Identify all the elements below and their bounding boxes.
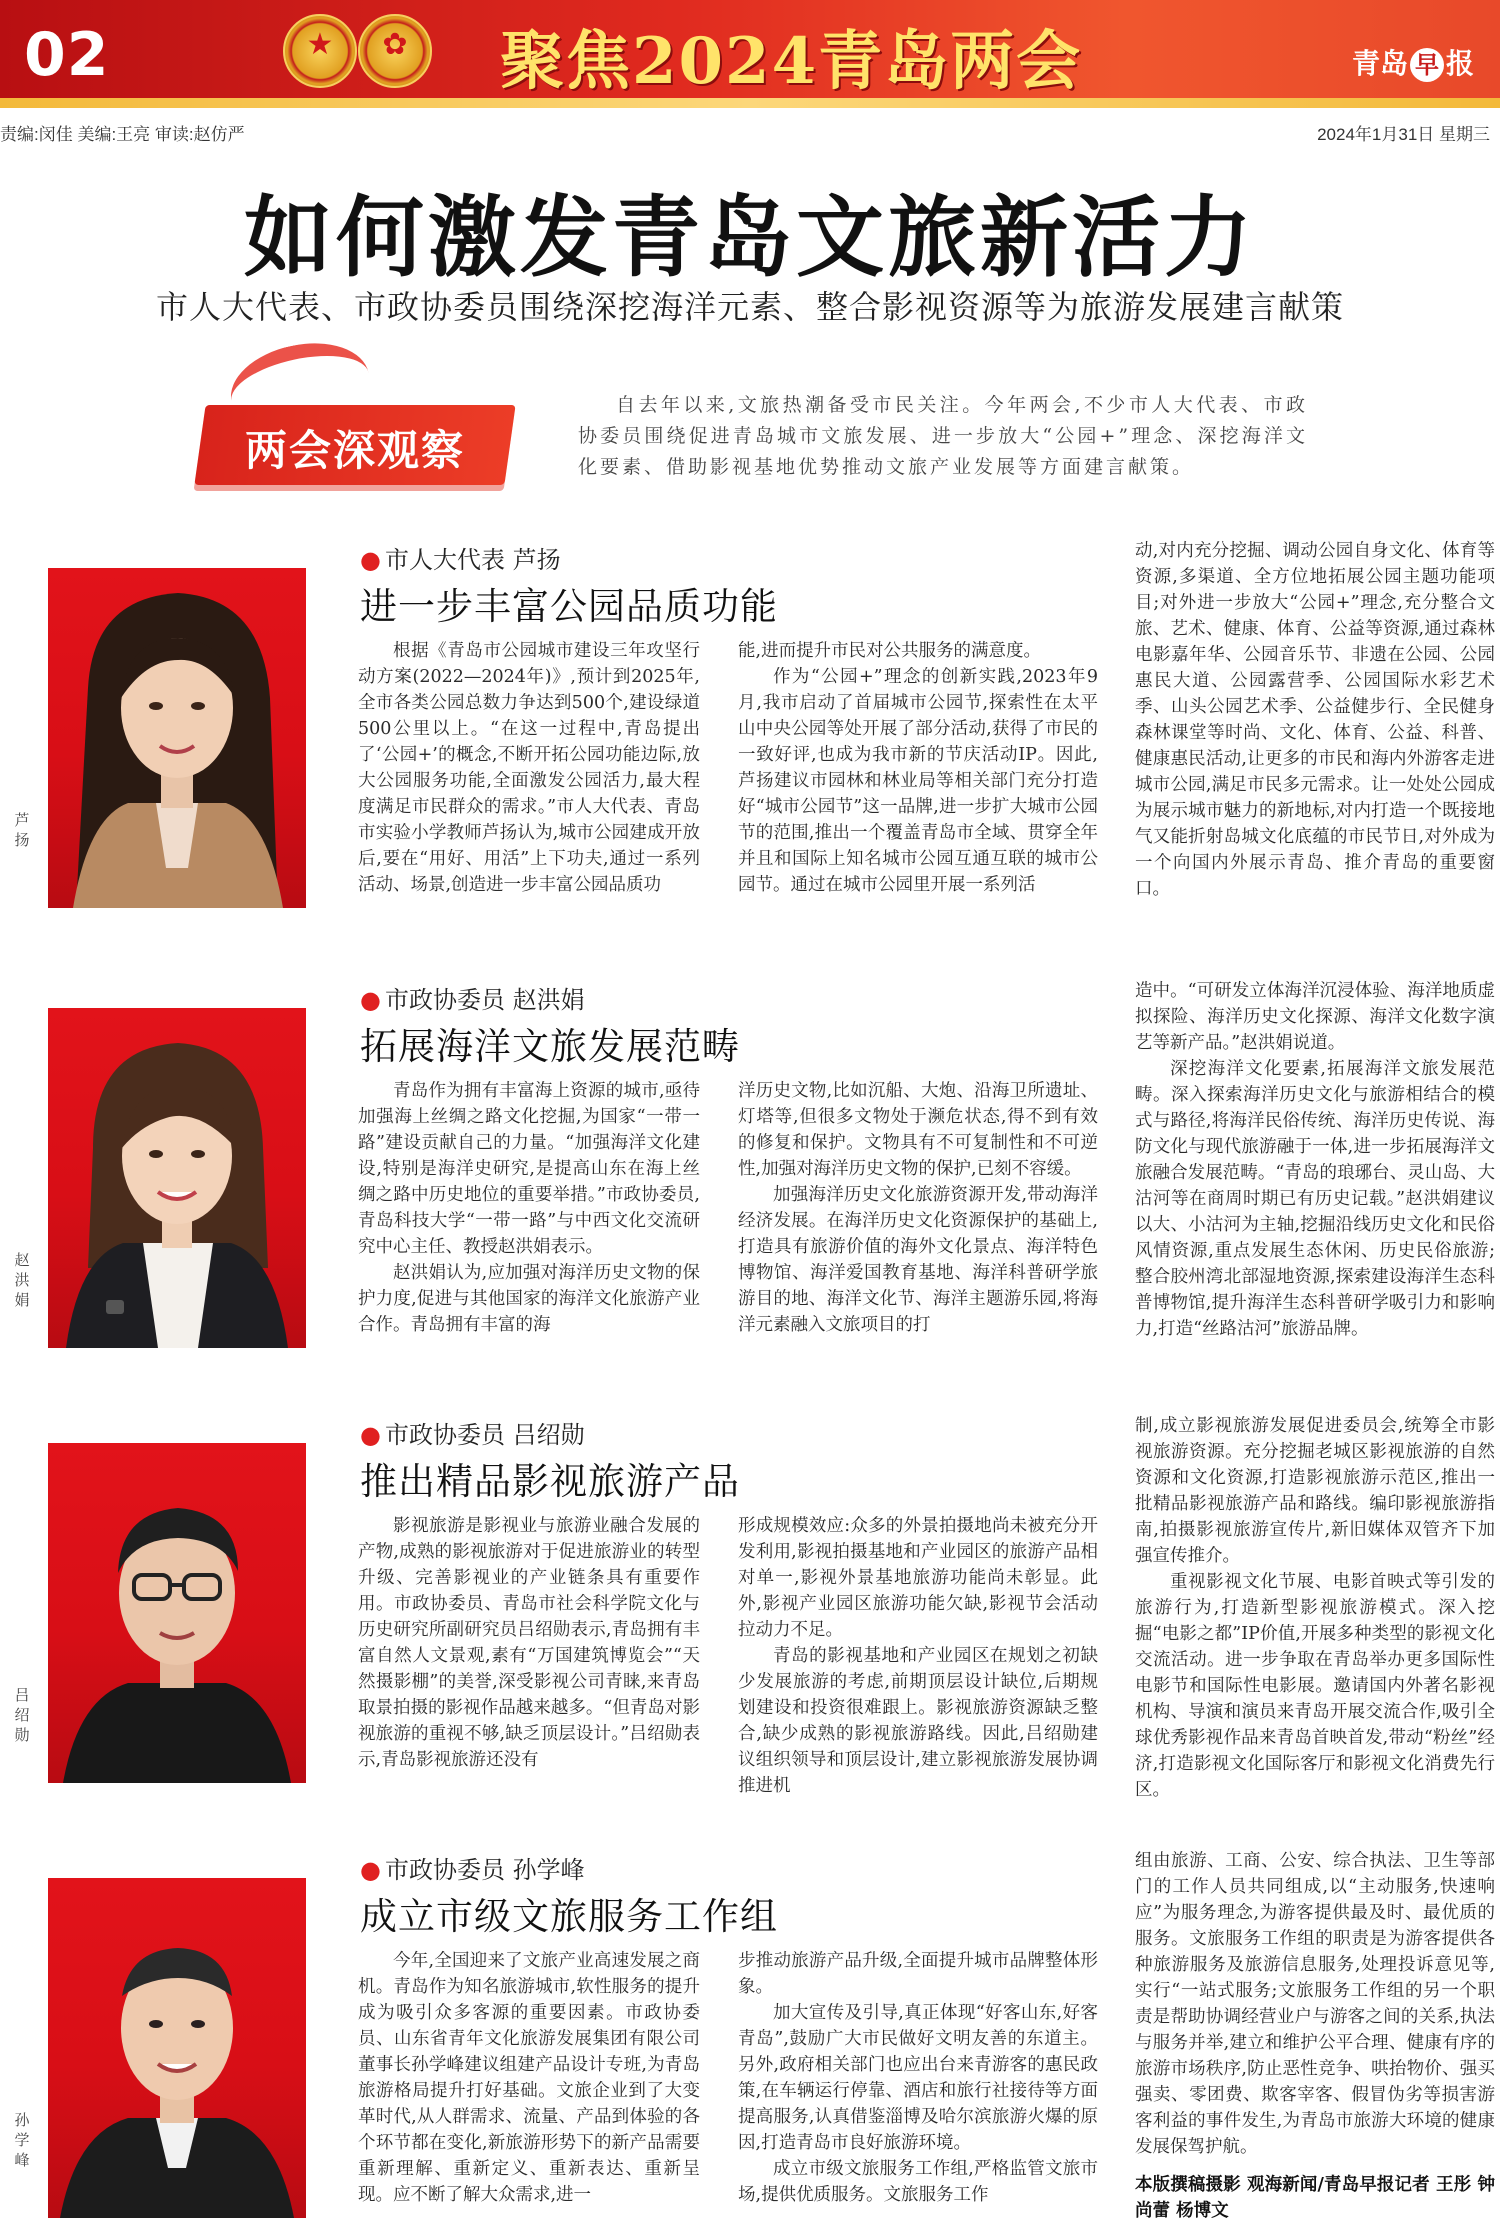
paragraph: 深挖海洋文化要素,拓展海洋文旅发展范畴。深入探索海洋历史文化与旅游相结合的模式与路径,将海洋民俗传统、海洋历史传说、海防文化与现代旅游融于一体,进一步拓展海洋文旅融合发展范畴。“青岛的琅琊台、灵山岛、大沽河等在商周时期已有历史记载。”赵洪娟建议以大、小沽河为主轴,挖掘沿线历史文化和民俗风情资源,重点发展生态休闲、历史民俗旅游;整合胶州湾北部湿地资源,探索建设海洋生态科普博物馆,提升海洋生态科普研学吸引力和影响力,打造“丝路沽河”旅游品牌。 — [1135, 1059, 1495, 1339]
speaker-role — [360, 980, 585, 1015]
masthead-logo — [1352, 42, 1474, 82]
vertical-name-caption: 吕 绍 勋 — [14, 1686, 30, 1744]
paragraph: 造中。“可研发立体海洋沉浸体验、海洋地质虚拟探险、海洋历史文化探源、海洋文化数字演艺等新产品。”赵洪娟说道。 — [1135, 981, 1495, 1053]
section-title: 拓展海洋文旅发展范畴 — [360, 1025, 740, 1068]
byline — [1135, 2172, 1495, 2234]
paragraph: 成立市级文旅服务工作组,严格监管文旅市场,提供优质服务。文旅服务工作 — [738, 2159, 1098, 2205]
paragraph: 赵洪娟认为,应加强对海洋历史文物的保护力度,促进与其他国家的海洋文化旅游产业合作。青岛拥有丰富的海 — [358, 1263, 700, 1335]
paragraph: 影视旅游是影视业与旅游业融合发展的产物,成熟的影视旅游对于促进旅游业的转型升级、完善影视业的产业链条具有重要作用。市政协委员、青岛市社会科学院文化与历史研究所副研究员吕绍勋表示,青岛拥有丰富自然人文景观,素有“万国建筑博览会”“天然摄影棚”的美誉,深受影视公司青睐,来青岛取景拍摄的影视作品越来越多。“但青岛对影视旅游的重视不够,缺乏顶层设计。”吕绍勋表示,青岛影视旅游还没有 — [358, 1516, 700, 1770]
portrait-photo — [48, 1878, 306, 2218]
speaker-role — [360, 1415, 585, 1450]
speaker-role-text: 市人大代表 芦扬 — [384, 546, 561, 574]
portrait-photo — [48, 568, 306, 908]
paragraph: 根据《青岛市公园城市建设三年攻坚行动方案(2022—2024年)》,预计到2025年,全市各类公园总数力争达到500个,建设绿道500公里以上。“在这一过程中,青岛提出了‘公园+’的概念,不断开拓公园功能边际,放大公园服务功能,全面激发公园活力,最大程度满足市民群众的需求。”市人大代表、青岛市实验小学教师芦扬认为,城市公园建成开放后,要在“用好、用活”上下功夫,通过一系列活动、场景,创造进一步丰富公园品质功 — [358, 641, 700, 895]
vertical-name-caption: 赵 洪 娟 — [14, 1251, 30, 1309]
article-column-2 — [738, 1513, 1098, 1825]
vertical-name-caption: 孙 学 峰 — [14, 2111, 30, 2169]
article-column-1 — [358, 1513, 700, 1825]
section-zhao-hongjuan — [0, 970, 1500, 1390]
article-column-3 — [1135, 1413, 1495, 1825]
masthead-middle: 早 — [1410, 48, 1444, 82]
paragraph: 作为“公园+”理念的创新实践,2023年9月,我市启动了首届城市公园节,探索性在太平山中央公园等处开展了部分活动,获得了市民的一致好评,也成为我市新的节庆活动IP。因此,芦扬建议市园林和林业局等相关部门充分打造好“城市公园节”这一品牌,进一步扩大城市公园节的范围,推出一个覆盖青岛市全域、贯穿全年并且和国际上知名城市公园互通互联的城市公园节。通过在城市公园里开展一系列活 — [738, 667, 1098, 895]
article-column-1 — [358, 1078, 700, 1390]
section-sun-xuefeng — [0, 1840, 1500, 2237]
ribbon-label: 两会深观察 — [244, 426, 465, 475]
article-column-2 — [738, 1948, 1098, 2234]
paragraph: 加大宣传及引导,真正体现“好客山东,好客青岛”,鼓励广大市民做好文明友善的东道主。另外,政府相关部门也应出台来青游客的惠民政策,在车辆运行停靠、酒店和旅行社接待等方面提高服务,认真借鉴淄博及哈尔滨旅游火爆的原因,打造青岛市良好旅游环境。 — [738, 2003, 1098, 2153]
paragraph: 形成规模效应:众多的外景拍摄地尚未被充分开发利用,影视拍摄基地和产业园区的旅游产品相对单一,影视外景基地旅游功能尚未彰显。此外,影视产业园区旅游功能欠缺,影视节会活动拉动力不足。 — [738, 1516, 1098, 1640]
cppcc-emblem-icon: ✿ — [358, 14, 432, 88]
article-column-3 — [1135, 538, 1495, 950]
speaker-role — [360, 1850, 585, 1885]
paragraph: 制,成立影视旅游发展促进委员会,统筹全市影视旅游资源。充分挖掘老城区影视旅游的自然资源和文化资源,打造影视旅游示范区,推出一批精品影视旅游产品和路线。编印影视旅游指南,拍摄影视旅游宣传片,新旧媒体双管齐下加强宣传推介。 — [1135, 1416, 1495, 1566]
intro-paragraph: 自去年以来,文旅热潮备受市民关注。今年两会,不少市人大代表、市政协委员围绕促进青岛城市文旅发展、进一步放大“公园+”理念、深挖海洋文化要素、借助影视基地优势推动文旅产业发展等方面建言献策。 — [578, 394, 1308, 478]
article-column-2 — [738, 638, 1098, 950]
vertical-name-caption: 芦 扬 — [14, 811, 30, 849]
paragraph: 今年,全国迎来了文旅产业高速发展之商机。青岛作为知名旅游城市,软性服务的提升成为吸引众多客源的重要因素。市政协委员、山东省青年文化旅游发展集团有限公司董事长孙学峰建议组建产品设计专班,为青岛旅游格局提升打好基础。文旅企业到了大变革时代,从人群需求、流量、产品到体验的各个环节都在变化,新旅游形势下的新产品需要重新理解、重新定义、重新表达、重新呈现。应不断了解大众需求,进一 — [358, 1951, 700, 2205]
section-lu-yang — [0, 530, 1500, 950]
paragraph: 青岛的影视基地和产业园区在规划之初缺少发展旅游的考虑,前期顶层设计缺位,后期规划建设和投资很难跟上。影视旅游资源缺乏整合,缺少成熟的影视旅游路线。因此,吕绍勋建议组织领导和顶层设计,建立影视旅游发展协调推进机 — [738, 1646, 1098, 1796]
page-number: 02 — [24, 20, 110, 90]
section-title: 进一步丰富公园品质功能 — [360, 585, 778, 628]
issue-date: 2024年1月31日 星期三 — [1317, 125, 1490, 144]
paragraph: 能,进而提升市民对公共服务的满意度。 — [738, 641, 1042, 661]
section-title: 推出精品影视旅游产品 — [360, 1460, 740, 1503]
paragraph: 洋历史文物,比如沉船、大炮、沿海卫所遗址、灯塔等,但很多文物处于濒危状态,得不到有效的修复和保护。文物具有不可复制性和不可逆性,加强对海洋历史文物的保护,已刻不容缓。 — [738, 1081, 1098, 1179]
speaker-role-text: 市政协委员 孙学峰 — [384, 1856, 585, 1884]
article-column-1 — [358, 638, 700, 950]
article-column-1 — [358, 1948, 700, 2234]
bullet-dot-icon: ● — [360, 1856, 381, 1884]
editor-credits: 责编:闵佳 美编:王亮 审读:赵仿严 — [0, 125, 245, 144]
portrait-photo — [48, 1443, 306, 1783]
article-column-2 — [738, 1078, 1098, 1390]
national-emblem-icon: ★ — [283, 14, 357, 88]
portrait-photo — [48, 1008, 306, 1348]
bullet-dot-icon: ● — [360, 986, 381, 1014]
article-column-3 — [1135, 978, 1495, 1390]
speaker-role — [360, 540, 561, 575]
speaker-role-text: 市政协委员 赵洪娟 — [384, 986, 585, 1014]
bullet-dot-icon: ● — [360, 546, 381, 574]
section-lv-shaoxun — [0, 1405, 1500, 1825]
paragraph: 加强海洋历史文化旅游资源开发,带动海洋经济发展。在海洋历史文化资源保护的基础上,打造具有旅游价值的海外文化景点、海洋特色博物馆、海洋爱国教育基地、海洋科普研学旅游目的地、海洋文化节、海洋主题游乐园,将海洋元素融入文旅项目的打 — [738, 1185, 1098, 1335]
paragraph: 步推动旅游产品升级,全面提升城市品牌整体形象。 — [738, 1951, 1098, 1997]
speaker-role-text: 市政协委员 吕绍勋 — [384, 1421, 585, 1449]
banner-title: 聚焦2024青岛两会 — [500, 24, 1083, 99]
paragraph: 组由旅游、工商、公安、综合执法、卫生等部门的工作人员共同组成,以“主动服务,快速响应”为服务理念,为游客提供最及时、最优质的服务。文旅服务工作组的职责是为游客提供各种旅游服务及旅游信息服务,处理投诉意见等,实行“一站式服务;文旅服务工作组的另一个职责是帮助协调经营业户与游客之间的关系,执法与服务并举,建立和维护公平合理、健康有序的旅游市场秩序,防止恶性竞争、哄抬物价、强买强卖、零团费、欺客宰客、假冒伪劣等损害游客利益的事件发生,为青岛市旅游大环境的健康发展保驾护航。 — [1135, 1851, 1495, 2157]
page-subheadline: 市人大代表、市政协委员围绕深挖海洋元素、整合影视资源等为旅游发展建言献策 — [155, 288, 1344, 326]
byline-text: 本版撰稿摄影 观海新闻/青岛早报记者 王彤 钟尚蕾 杨博文 — [1135, 2175, 1495, 2221]
paragraph: 青岛作为拥有丰富海上资源的城市,亟待加强海上丝绸之路文化挖掘,为国家“一带一路”建设贡献自己的力量。“加强海洋文化建设,特别是海洋史研究,是提高山东在海上丝绸之路中历史地位的重要举措。”市政协委员,青岛科技大学“一带一路”与中西文化交流研究中心主任、教授赵洪娟表示。 — [358, 1081, 700, 1257]
article-column-3 — [1135, 1848, 1495, 2168]
section-title: 成立市级文旅服务工作组 — [360, 1895, 778, 1938]
masthead-right: 报 — [1445, 47, 1474, 80]
bullet-dot-icon: ● — [360, 1421, 381, 1449]
masthead-left: 青岛 — [1351, 47, 1408, 80]
page-headline: 如何激发青岛文旅新活力 — [243, 185, 1256, 289]
paragraph: 重视影视文化节展、电影首映式等引发的旅游行为,打造新型影视旅游模式。深入挖掘“电影之都”IP价值,开展多种类型的影视文化交流活动。进一步争取在青岛举办更多国际性电影节和国际性电影展。邀请国内外著名影视机构、导演和演员来青岛开展交流合作,吸引全球优秀影视作品来青岛首映首发,带动“粉丝”经济,打造影视文化国际客厅和影视文化消费先行区。 — [1135, 1572, 1495, 1800]
paragraph: 动,对内充分挖掘、调动公园自身文化、体育等资源,多渠道、全方位地拓展公园主题功能项目;对外进一步放大“公园+”理念,充分整合文旅、艺术、健康、体育、公益等资源,通过森林电影嘉年华、公园音乐节、非遗在公园、公园惠民大道、公园露营季、公园国际水彩艺术季、山头公园艺术季、公益健步行、全民健身森林课堂等时尚、文化、体育、公益、科普、健康惠民活动,让更多的市民和海内外游客走进城市公园,满足市民多元需求。让一处处公园成为展示城市魅力的新地标,对内打造一个既接地气又能折射岛城文化底蕴的市民节日,对外成为一个向国内外展示青岛、推介青岛的重要窗口。 — [1135, 541, 1495, 899]
